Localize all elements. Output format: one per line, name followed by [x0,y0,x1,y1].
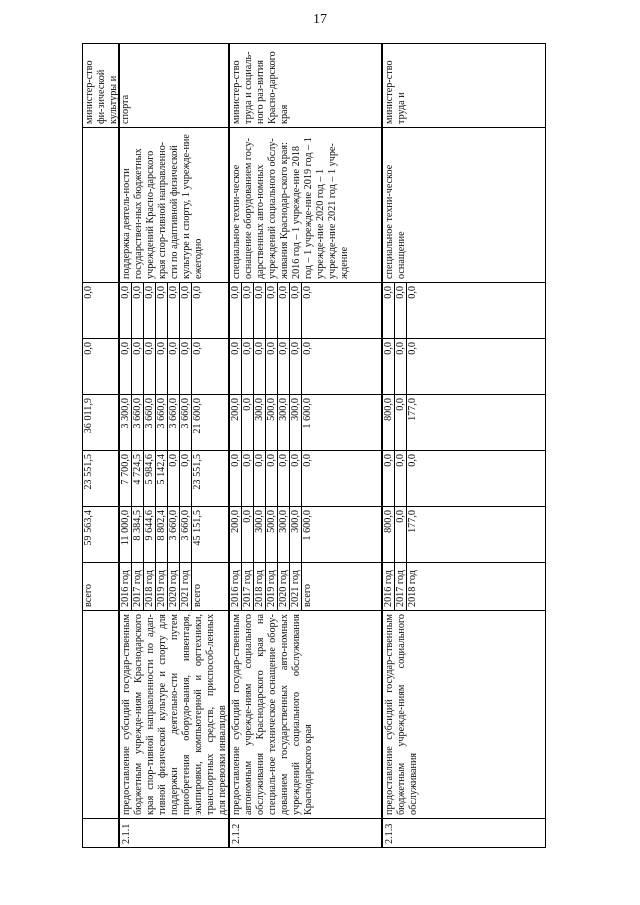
amount-cell: 0,0 [302,342,313,355]
year-cell: 2021 год [290,563,302,610]
year-cell: 2020 год [278,563,290,610]
table-row-group [119,43,229,848]
year-cell: 2019 год [266,563,278,610]
amount-cell: 7 700,0 [120,451,132,506]
funding-column-v3 [230,395,381,451]
amount-cell: 0,0 [383,339,395,394]
amount-cell: 0,0 [242,339,254,394]
funding-column-v5 [383,283,545,339]
amount-cell: 0,0 [383,451,395,506]
amount-cell: 300,0 [254,395,266,450]
amount-cell: 45 151,5 [192,510,203,546]
amount-cell: 1 600,0 [302,510,313,541]
amount-cell: 0,0 [395,507,407,562]
amount-cell: 3 660,0 [168,507,180,562]
funding-column-year [120,563,228,611]
amount-cell: 11 000,0 [120,507,132,562]
amount-cell: 0,0 [290,339,302,394]
amount-cell: 0,0 [168,451,180,506]
amount-cell: 0,0 [278,283,290,338]
amount-cell: 0,0 [383,283,395,338]
activity-executor: министер-ство труда и социаль-ного раз-вития Красно-дарского края [230,42,381,128]
amount-cell: 0,0 [278,339,290,394]
year-cell: 2019 год [156,563,168,610]
amount-cell: 0,0 [278,451,290,506]
funding-column-v4 [383,339,545,395]
activity-executor [120,42,228,128]
rotated-table-area [82,43,546,848]
table-row-group [382,43,546,848]
year-cell: 2016 год [383,563,395,610]
activity-code: 2.1.1 [121,823,132,844]
funding-column-total [383,507,545,563]
amount-cell: 177,0 [407,510,418,533]
year-cell: всего [302,584,313,607]
amount-cell: 500,0 [266,395,278,450]
amount-cell: 177,0 [407,398,418,421]
year-cell: 2018 год [254,563,266,610]
page-number: 17 [313,12,327,27]
amount-cell: 0,0 [168,339,180,394]
year-cell: 2021 год [180,563,192,610]
activity-code: 2.1.3 [384,823,395,844]
year-cell: всего [83,584,94,607]
amount-cell: 0,0 [230,283,242,338]
activity-executor: министер-ство фи-зической культуры и спорта [83,42,118,128]
amount-cell: 300,0 [290,395,302,450]
amount-cell: 3 660,0 [156,395,168,450]
amount-cell: 0,0 [180,339,192,394]
amount-cell: 0,0 [407,454,418,467]
amount-cell: 36 011,9 [83,398,94,434]
amount-cell: 0,0 [395,451,407,506]
amount-cell: 0,0 [302,454,313,467]
amount-cell: 23 551,5 [192,454,203,490]
activity-description [83,611,118,819]
amount-cell: 500,0 [266,507,278,562]
funding-column-year [383,563,545,611]
table-row-group [229,43,382,848]
amount-cell: 300,0 [278,395,290,450]
funding-column-year [83,563,118,611]
amount-cell: 3 660,0 [180,395,192,450]
activity-description: предоставление субсидий государ-ственным бюджетным учрежде-ниям социального обслуживания [383,611,545,819]
amount-cell: 0,0 [156,339,168,394]
amount-cell: 0,0 [180,283,192,338]
amount-cell: 0,0 [83,286,94,299]
activity-result [83,128,118,283]
amount-cell: 0,0 [180,451,192,506]
amount-cell: 0,0 [395,395,407,450]
amount-cell: 0,0 [230,451,242,506]
year-cell: 2017 год [132,563,144,610]
amount-cell: 0,0 [290,451,302,506]
amount-cell: 0,0 [144,339,156,394]
amount-cell: 200,0 [230,395,242,450]
amount-cell: 0,0 [132,283,144,338]
amount-cell: 3 300,0 [120,395,132,450]
funding-column-v2 [383,451,545,507]
funding-column-v4 [230,339,381,395]
funding-column-v4 [120,339,228,395]
amount-cell: 1 600,0 [302,398,313,429]
amount-cell: 0,0 [254,283,266,338]
amount-cell: 21 600,0 [192,398,203,434]
amount-cell: 0,0 [192,286,203,299]
funding-column-v2 [120,451,228,507]
year-cell: 2018 год [407,570,418,607]
amount-cell: 0,0 [266,283,278,338]
year-cell: 2018 год [144,563,156,610]
year-cell: 2017 год [242,563,254,610]
amount-cell: 0,0 [407,286,418,299]
amount-cell: 0,0 [156,283,168,338]
amount-cell: 0,0 [242,507,254,562]
funding-column-v4 [83,339,118,395]
funding-column-total [120,507,228,563]
activity-executor: министер-ство труда и [383,42,545,128]
amount-cell: 5 142,4 [156,451,168,506]
amount-cell: 9 644,6 [144,507,156,562]
amount-cell: 5 984,6 [144,451,156,506]
activity-result: специальное техни-ческое оснащение оборудованием госу-дарственных авто-номных учреждений социального обслу-живания Краснодар-ского края: 2016 год – 1 учрежде-ние 2018 год – 1 учрежде-ние 2019 год – 1 учрежде-ние 2020 год – 1 учрежде-ние 2021 год – 1 учре-ждение [230,128,381,283]
activity-result: специальное техни-ческое оснащение [383,128,545,283]
funding-column-v3 [383,395,545,451]
amount-cell: 0,0 [254,339,266,394]
amount-cell: 0,0 [266,451,278,506]
amount-cell: 0,0 [168,283,180,338]
activity-result: поддержка деятель-ности государствен-ных бюджетных учреждений Красно-дарского края спор-тивной направленно-сти по адаптивной физической культуре и спорту, 1 учрежде-ние ежегодно [120,128,228,283]
activity-description: предоставление субсидий государ-ственным автономным учрежде-ниям социального обслуживания Краснодарского края на специаль-ное техническое оснащение обору-дованием государственных авто-номных учреждений социального обслуживания Краснодарского края [230,611,381,819]
amount-cell: 0,0 [230,339,242,394]
amount-cell: 3 660,0 [180,507,192,562]
funding-column-v5 [83,283,118,339]
funding-column-v2 [83,451,118,507]
amount-cell: 300,0 [254,507,266,562]
amount-cell: 3 660,0 [132,395,144,450]
year-cell: 2016 год [120,563,132,610]
amount-cell: 0,0 [192,342,203,355]
amount-cell: 59 563,4 [83,510,94,546]
amount-cell: 0,0 [242,451,254,506]
amount-cell: 0,0 [395,339,407,394]
amount-cell: 0,0 [266,339,278,394]
amount-cell: 800,0 [383,395,395,450]
amount-cell: 300,0 [278,507,290,562]
amount-cell: 0,0 [302,286,313,299]
program-activities-table [82,43,546,848]
amount-cell: 8 384,5 [132,507,144,562]
amount-cell: 0,0 [290,283,302,338]
funding-column-total [230,507,381,563]
year-cell: 2017 год [395,563,407,610]
amount-cell: 0,0 [83,342,94,355]
funding-column-v5 [120,283,228,339]
activity-code: 2.1.2 [231,823,242,844]
amount-cell: 800,0 [383,507,395,562]
amount-cell: 3 660,0 [168,395,180,450]
amount-cell: 0,0 [407,342,418,355]
amount-cell: 0,0 [254,451,266,506]
funding-column-v5 [230,283,381,339]
funding-column-year [230,563,381,611]
activity-description: предоставление субсидий государ-ственным бюджетным учрежде-ниям Краснодарского края спор-тивной направленности по адап-тивной физической культуре и спорту для поддержки деятельно-сти путем приобретения оборудо-вания, инвентаря, экипировки, компьютерной и оргтехники, транспортных средств, приспособ-ленных для перевозки инвалидов [120,611,228,819]
year-cell: 2016 год [230,563,242,610]
funding-column-v2 [230,451,381,507]
activity-code [83,819,118,847]
funding-column-total [83,507,118,563]
amount-cell: 0,0 [395,283,407,338]
amount-cell: 0,0 [120,339,132,394]
amount-cell: 8 802,4 [156,507,168,562]
amount-cell: 23 551,5 [83,454,94,490]
amount-cell: 0,0 [242,395,254,450]
amount-cell: 3 660,0 [144,395,156,450]
amount-cell: 0,0 [120,283,132,338]
amount-cell: 4 724,5 [132,451,144,506]
amount-cell: 0,0 [144,283,156,338]
year-cell: 2020 год [168,563,180,610]
funding-column-v3 [120,395,228,451]
funding-column-v3 [83,395,118,451]
year-cell: всего [192,584,203,607]
amount-cell: 200,0 [230,507,242,562]
amount-cell: 300,0 [290,507,302,562]
amount-cell: 0,0 [132,339,144,394]
amount-cell: 0,0 [242,283,254,338]
